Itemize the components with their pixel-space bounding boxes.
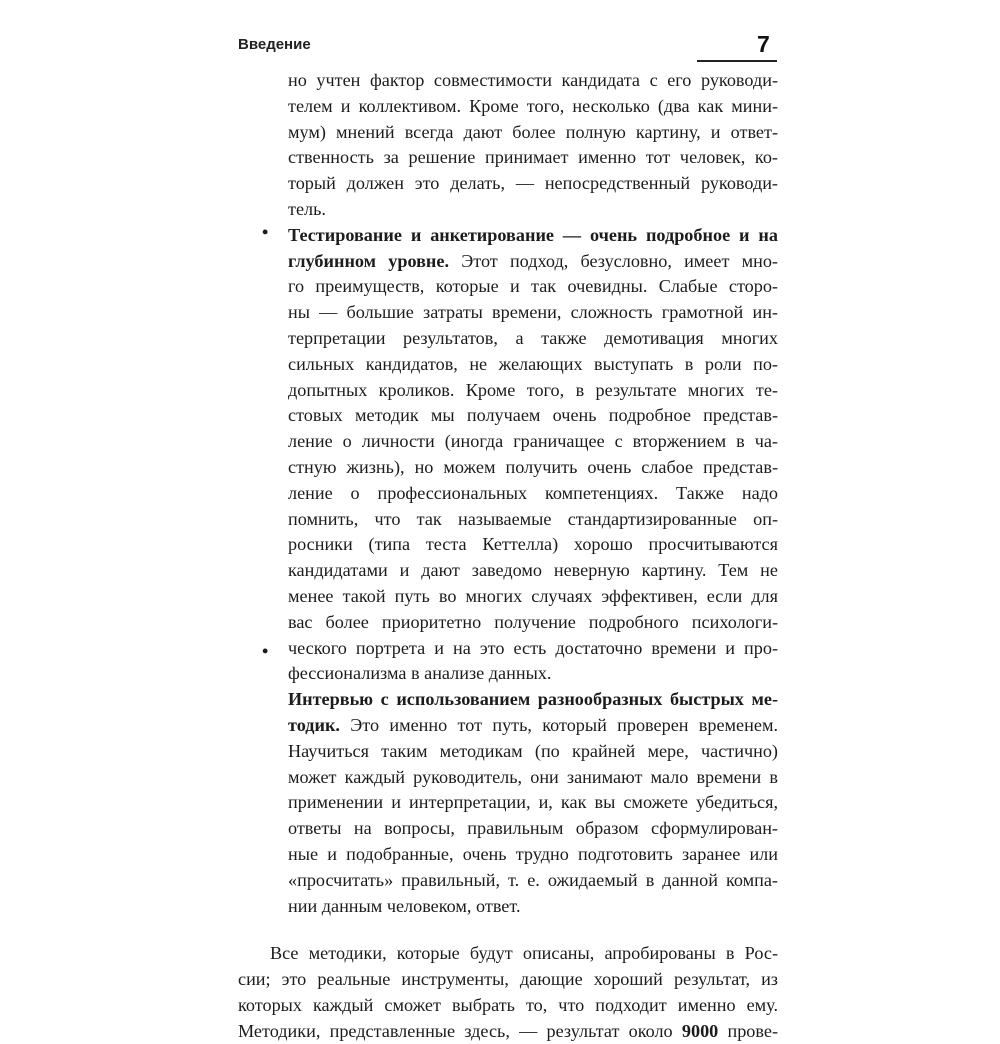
- text-line: кандидатами и дают заведомо неверную картину. Тем не: [288, 560, 778, 581]
- text-line: может каждый руководитель, они занимают мало времени в: [288, 766, 778, 787]
- text-line: Научиться таким методикам (по крайней мере, частично): [288, 740, 778, 761]
- list-item-testing: [238, 223, 778, 687]
- text-line: ственность за решение принимает именно тот человек, ко-: [288, 147, 778, 168]
- text-line: вас более приоритетно получение подробного психологи-: [288, 611, 778, 632]
- text-line: росники (типа теста Кеттелла) хорошо просчитываются: [288, 534, 778, 555]
- text-line: ление о профессиональных компетенциях. Также надо: [288, 482, 778, 503]
- text-line: Это именно тот путь, который проверен временем.: [339, 714, 778, 735]
- text-line: прове-: [718, 1020, 779, 1041]
- text-line: тель.: [288, 198, 326, 219]
- bullet-mark-testing: •: [262, 222, 269, 242]
- closing-paragraph: [238, 941, 778, 1044]
- bullet-mark-interview: •: [262, 641, 269, 661]
- text-line: телем и коллективом. Кроме того, несколько (два как мини-: [288, 95, 778, 116]
- text-line: мум) мнений всегда дают более полную картину, и ответ-: [288, 121, 778, 142]
- text-line: нии данным человеком, ответ.: [288, 895, 521, 916]
- text-line: фессионализма в анализе данных.: [288, 663, 552, 684]
- item-heading: Интервью с использованием разнообразных быстрых ме-: [288, 689, 778, 710]
- text-line: но учтен фактор совместимости кандидата с его руководи-: [288, 70, 778, 90]
- text-line: менее такой путь во многих случаях эффективен, если для: [288, 585, 778, 606]
- running-head-title: Введение: [238, 36, 311, 53]
- text-line: сии; это реальные инструменты, дающие хороший результат, из: [238, 969, 778, 990]
- item-heading: тодик.: [288, 714, 340, 735]
- text-line: стную жизнь), но можем получить очень слабое представ-: [288, 456, 778, 477]
- item-heading: глубинном уровне.: [288, 250, 450, 271]
- text-line: сильных кандидатов, не желающих выступать в роли по-: [288, 353, 778, 374]
- text-line: стовых методик мы получаем очень подробное представ-: [288, 405, 778, 426]
- text-line: ны — большие затраты времени, сложность грамотной ин-: [288, 302, 778, 323]
- text-line: помнить, что так называемые стандартизированные оп-: [288, 508, 778, 529]
- text-line: допытных кроликов. Кроме того, в результате многих те-: [288, 379, 778, 400]
- text-line: Этот подход, безусловно, имеет мно-: [449, 250, 778, 271]
- text-line: которых каждый сможет выбрать то, что подходит именно ему.: [238, 994, 778, 1015]
- page-number: 7: [757, 31, 770, 57]
- text-line: ответы на вопросы, правильным образом сформулирован-: [288, 818, 778, 839]
- text-line: терпретации результатов, а также демотивация многих: [288, 327, 778, 348]
- continuation-paragraph: [238, 68, 778, 223]
- page-body: [238, 68, 778, 1044]
- text-line: «просчитать» правильный, т. е. ожидаемый в данной компа-: [288, 869, 778, 890]
- text-line: го преимуществ, которые и так очевидны. Слабые сторо-: [288, 276, 778, 297]
- text-line: ление о личности (иногда граничащее с вторжением в ча-: [288, 431, 778, 452]
- item-heading: Тестирование и анкетирование — очень подробное и на: [288, 224, 778, 245]
- text-line: применении и интерпретации, и, как вы сможете убедиться,: [288, 792, 778, 813]
- text-line: ные и подобранные, очень трудно подготовить заранее или: [288, 843, 778, 864]
- paragraph-spacer: [238, 919, 778, 941]
- text-line: Все методики, которые будут описаны, апробированы в Рос-: [270, 943, 778, 964]
- header-rule: [697, 60, 777, 62]
- list-item-interview: [238, 687, 778, 919]
- text-line: Методики, представленные здесь, — результат около: [238, 1020, 682, 1041]
- emphasized-number: 9000: [681, 1020, 719, 1041]
- text-line: торый должен это делать, — непосредственный руководи-: [288, 173, 778, 194]
- text-line: ческого портрета и на это есть достаточно времени и про-: [288, 637, 778, 658]
